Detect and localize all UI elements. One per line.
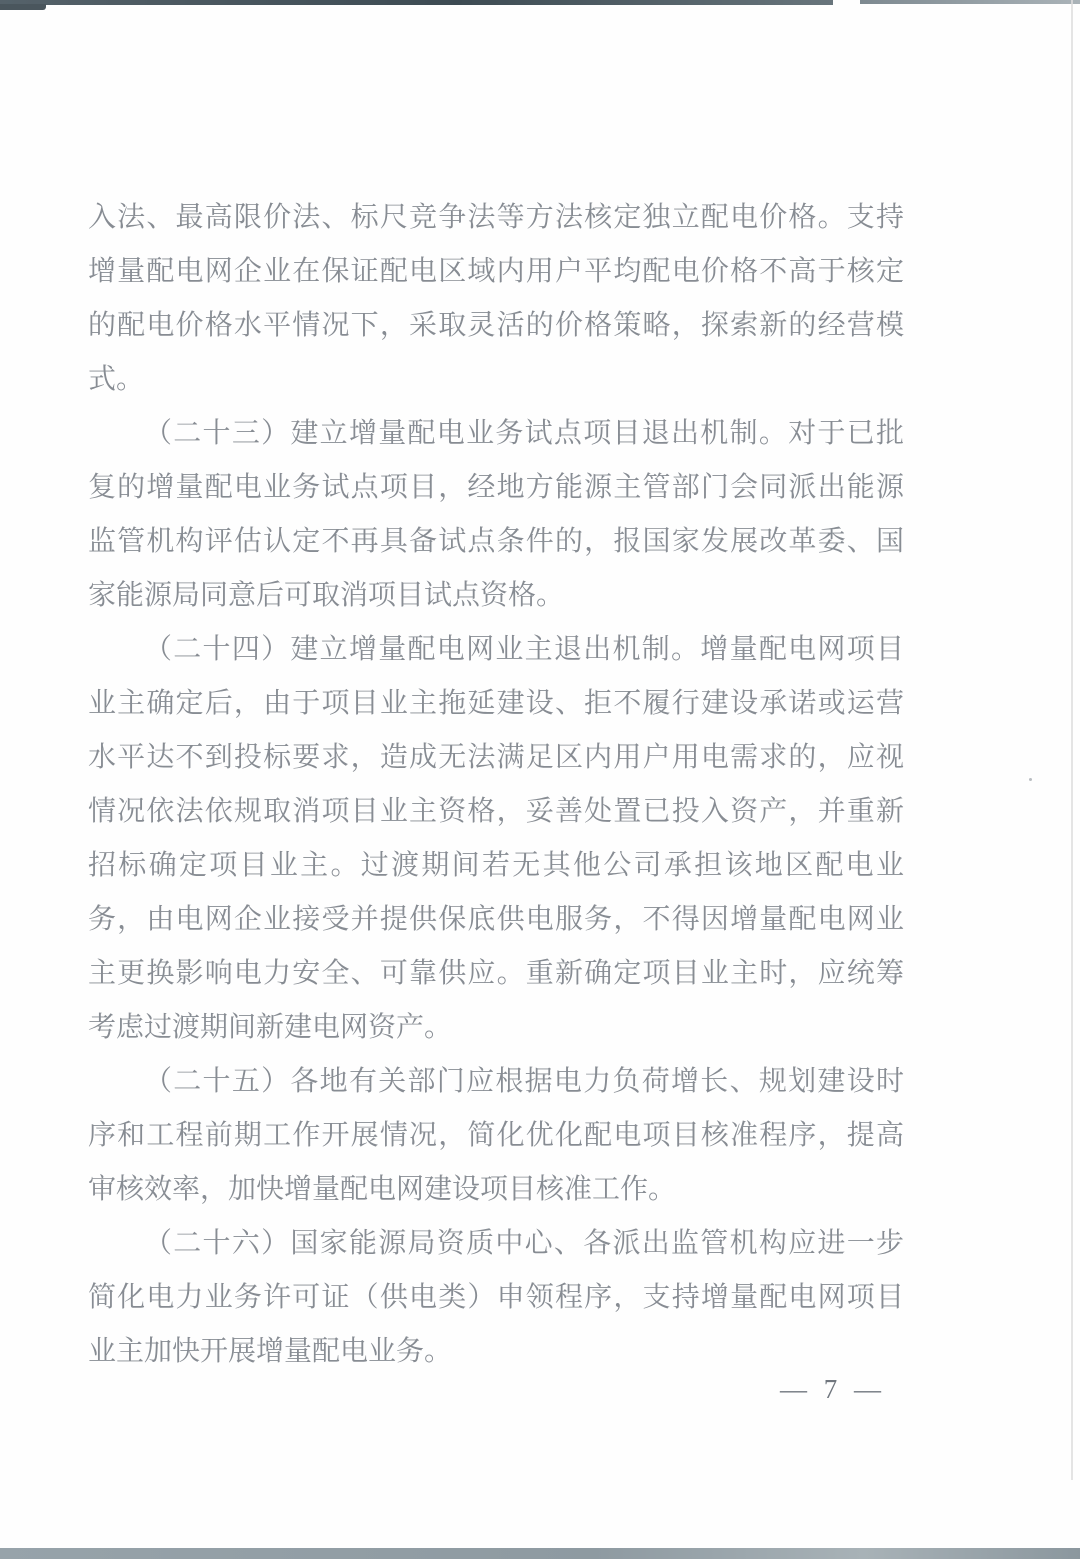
text-line: 业主加快开展增量配电业务。 (88, 1336, 453, 1367)
scan-artifact-speck (1029, 778, 1032, 781)
text-line: 增量配电网企业在保证配电区域内用户平均配电价格不高于核定 (88, 256, 904, 287)
page-number: — 7 — (780, 1374, 886, 1404)
scan-artifact-top-right (860, 0, 1080, 4)
text-line: 的配电价格水平情况下，采取灵活的价格策略，探索新的经营模 (88, 310, 904, 341)
document-body (88, 191, 904, 1379)
text-line: 招标确定项目业主。过渡期间若无其他公司承担该地区配电业 (88, 850, 904, 881)
text-line: 式。 (88, 364, 145, 395)
text-line: 家能源局同意后可取消项目试点资格。 (88, 580, 565, 611)
text-line: 简化电力业务许可证（供电类）申领程序，支持增量配电网项目 (88, 1282, 904, 1313)
scan-artifact-bottom-band (0, 1548, 1080, 1559)
text-line: （二十六）国家能源局资质中心、各派出监管机构应进一步 (144, 1228, 904, 1259)
text-line: 复的增量配电业务试点项目，经地方能源主管部门会同派出能源 (88, 472, 904, 503)
scan-artifact-top-blob (0, 4, 46, 10)
text-line: （二十四）建立增量配电网业主退出机制。增量配电网项目 (144, 634, 904, 665)
text-line: （二十三）建立增量配电业务试点项目退出机制。对于已批 (144, 418, 904, 449)
text-line: （二十五）各地有关部门应根据电力负荷增长、规划建设时 (144, 1066, 904, 1097)
scan-artifact-top-left (0, 0, 833, 5)
text-line: 务，由电网企业接受并提供保底供电服务，不得因增量配电网业 (88, 904, 904, 935)
text-line: 水平达不到投标要求，造成无法满足区内用户用电需求的，应视 (88, 742, 904, 773)
text-line: 监管机构评估认定不再具备试点条件的，报国家发展改革委、国 (88, 526, 904, 557)
text-line: 入法、最高限价法、标尺竞争法等方法核定独立配电价格。支持 (88, 202, 904, 233)
text-line: 序和工程前期工作开展情况，简化优化配电项目核准程序，提高 (88, 1120, 904, 1151)
text-line: 主更换影响电力安全、可靠供应。重新确定项目业主时，应统筹 (88, 958, 904, 989)
text-line: 业主确定后，由于项目业主拖延建设、拒不履行建设承诺或运营 (88, 688, 904, 719)
text-line: 审核效率，加快增量配电网建设项目核准工作。 (88, 1174, 677, 1205)
scan-artifact-right-line (1071, 0, 1073, 1480)
text-line: 情况依法依规取消项目业主资格，妥善处置已投入资产，并重新 (88, 796, 904, 827)
text-line: 考虑过渡期间新建电网资产。 (88, 1012, 453, 1043)
